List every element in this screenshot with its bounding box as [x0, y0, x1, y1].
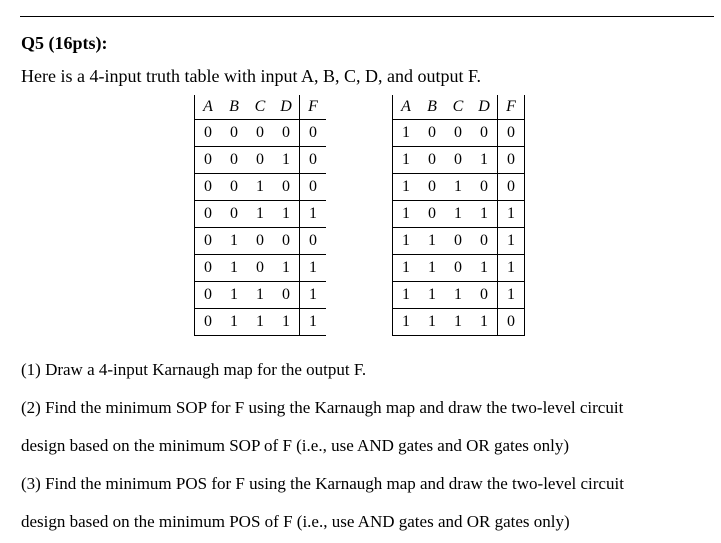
truth-table-right [392, 95, 525, 336]
header-a: A [393, 95, 420, 120]
input-cell: 0 [195, 228, 222, 255]
input-cell: 0 [445, 147, 471, 174]
header-f: F [300, 95, 327, 120]
part-1-text: (1) Draw a 4-input Karnaugh map for the output F. [21, 360, 367, 379]
input-cell: 0 [221, 174, 247, 201]
table-row [393, 309, 525, 336]
input-cell: 1 [393, 255, 420, 282]
table-row [195, 309, 327, 336]
table-row [393, 147, 525, 174]
output-cell: 1 [498, 228, 525, 255]
input-cell: 1 [247, 282, 273, 309]
input-cell: 1 [419, 309, 445, 336]
input-cell: 0 [221, 120, 247, 147]
input-cell: 1 [445, 174, 471, 201]
input-cell: 1 [273, 255, 300, 282]
table-row [393, 228, 525, 255]
input-cell: 1 [419, 255, 445, 282]
input-cell: 1 [471, 309, 498, 336]
output-cell: 1 [300, 309, 327, 336]
input-cell: 0 [471, 282, 498, 309]
input-cell: 0 [445, 228, 471, 255]
header-b: B [221, 95, 247, 120]
table-row [393, 120, 525, 147]
input-cell: 1 [247, 174, 273, 201]
input-cell: 1 [393, 309, 420, 336]
input-cell: 0 [419, 120, 445, 147]
table-row [195, 228, 327, 255]
input-cell: 0 [273, 174, 300, 201]
input-cell: 1 [445, 309, 471, 336]
input-cell: 0 [419, 201, 445, 228]
input-cell: 0 [247, 147, 273, 174]
question-intro: Here is a 4-input truth table with input A, B, C, D, and output F. [21, 66, 482, 86]
table-row [195, 201, 327, 228]
output-cell: 1 [498, 201, 525, 228]
input-cell: 0 [247, 255, 273, 282]
question-title: Q5 (16pts): [21, 33, 108, 53]
truth-table-left [194, 95, 326, 336]
output-cell: 0 [300, 120, 327, 147]
input-cell: 1 [471, 255, 498, 282]
table-row [393, 255, 525, 282]
input-cell: 1 [393, 228, 420, 255]
header-c: C [445, 95, 471, 120]
input-cell: 1 [221, 255, 247, 282]
input-cell: 0 [419, 147, 445, 174]
input-cell: 1 [221, 309, 247, 336]
output-cell: 0 [300, 147, 327, 174]
input-cell: 0 [195, 309, 222, 336]
input-cell: 0 [471, 174, 498, 201]
input-cell: 0 [195, 174, 222, 201]
output-cell: 0 [300, 174, 327, 201]
header-b: B [419, 95, 445, 120]
input-cell: 1 [419, 282, 445, 309]
input-cell: 1 [445, 282, 471, 309]
input-cell: 0 [247, 120, 273, 147]
input-cell: 1 [273, 147, 300, 174]
input-cell: 0 [445, 120, 471, 147]
input-cell: 0 [195, 120, 222, 147]
input-cell: 0 [273, 282, 300, 309]
table-row [195, 174, 327, 201]
output-cell: 0 [498, 120, 525, 147]
input-cell: 1 [273, 309, 300, 336]
input-cell: 0 [221, 201, 247, 228]
input-cell: 1 [471, 201, 498, 228]
input-cell: 1 [445, 201, 471, 228]
input-cell: 0 [273, 120, 300, 147]
output-cell: 1 [300, 201, 327, 228]
input-cell: 1 [247, 309, 273, 336]
output-cell: 0 [498, 309, 525, 336]
output-cell: 0 [300, 228, 327, 255]
header-a: A [195, 95, 222, 120]
table-row [393, 174, 525, 201]
input-cell: 1 [393, 174, 420, 201]
input-cell: 1 [393, 201, 420, 228]
header-c: C [247, 95, 273, 120]
output-cell: 0 [498, 174, 525, 201]
top-divider [20, 16, 714, 17]
input-cell: 1 [221, 282, 247, 309]
input-cell: 1 [393, 147, 420, 174]
input-cell: 0 [195, 201, 222, 228]
part-2-text-continued: design based on the minimum SOP of F (i.e., use AND gates and OR gates only) [21, 436, 570, 455]
truth-table-header-row [393, 95, 525, 120]
input-cell: 0 [195, 282, 222, 309]
input-cell: 0 [471, 120, 498, 147]
table-row [195, 120, 327, 147]
input-cell: 0 [247, 228, 273, 255]
input-cell: 1 [393, 120, 420, 147]
input-cell: 1 [393, 282, 420, 309]
input-cell: 1 [221, 228, 247, 255]
output-cell: 0 [498, 147, 525, 174]
input-cell: 0 [221, 147, 247, 174]
output-cell: 1 [300, 255, 327, 282]
input-cell: 0 [471, 228, 498, 255]
input-cell: 0 [419, 174, 445, 201]
part-3-text-continued: design based on the minimum POS of F (i.e., use AND gates and OR gates only) [21, 512, 570, 531]
header-f: F [498, 95, 525, 120]
table-row [393, 201, 525, 228]
input-cell: 1 [419, 228, 445, 255]
table-row [195, 282, 327, 309]
output-cell: 1 [498, 255, 525, 282]
output-cell: 1 [498, 282, 525, 309]
input-cell: 0 [445, 255, 471, 282]
output-cell: 1 [300, 282, 327, 309]
truth-table-header-row [195, 95, 327, 120]
input-cell: 1 [471, 147, 498, 174]
table-row [393, 282, 525, 309]
input-cell: 1 [247, 201, 273, 228]
header-d: D [273, 95, 300, 120]
header-d: D [471, 95, 498, 120]
input-cell: 0 [195, 147, 222, 174]
table-row [195, 147, 327, 174]
input-cell: 1 [273, 201, 300, 228]
input-cell: 0 [195, 255, 222, 282]
part-2-text: (2) Find the minimum SOP for F using the Karnaugh map and draw the two-level circuit [21, 398, 624, 417]
table-row [195, 255, 327, 282]
input-cell: 0 [273, 228, 300, 255]
part-3-text: (3) Find the minimum POS for F using the Karnaugh map and draw the two-level circuit [21, 474, 624, 493]
